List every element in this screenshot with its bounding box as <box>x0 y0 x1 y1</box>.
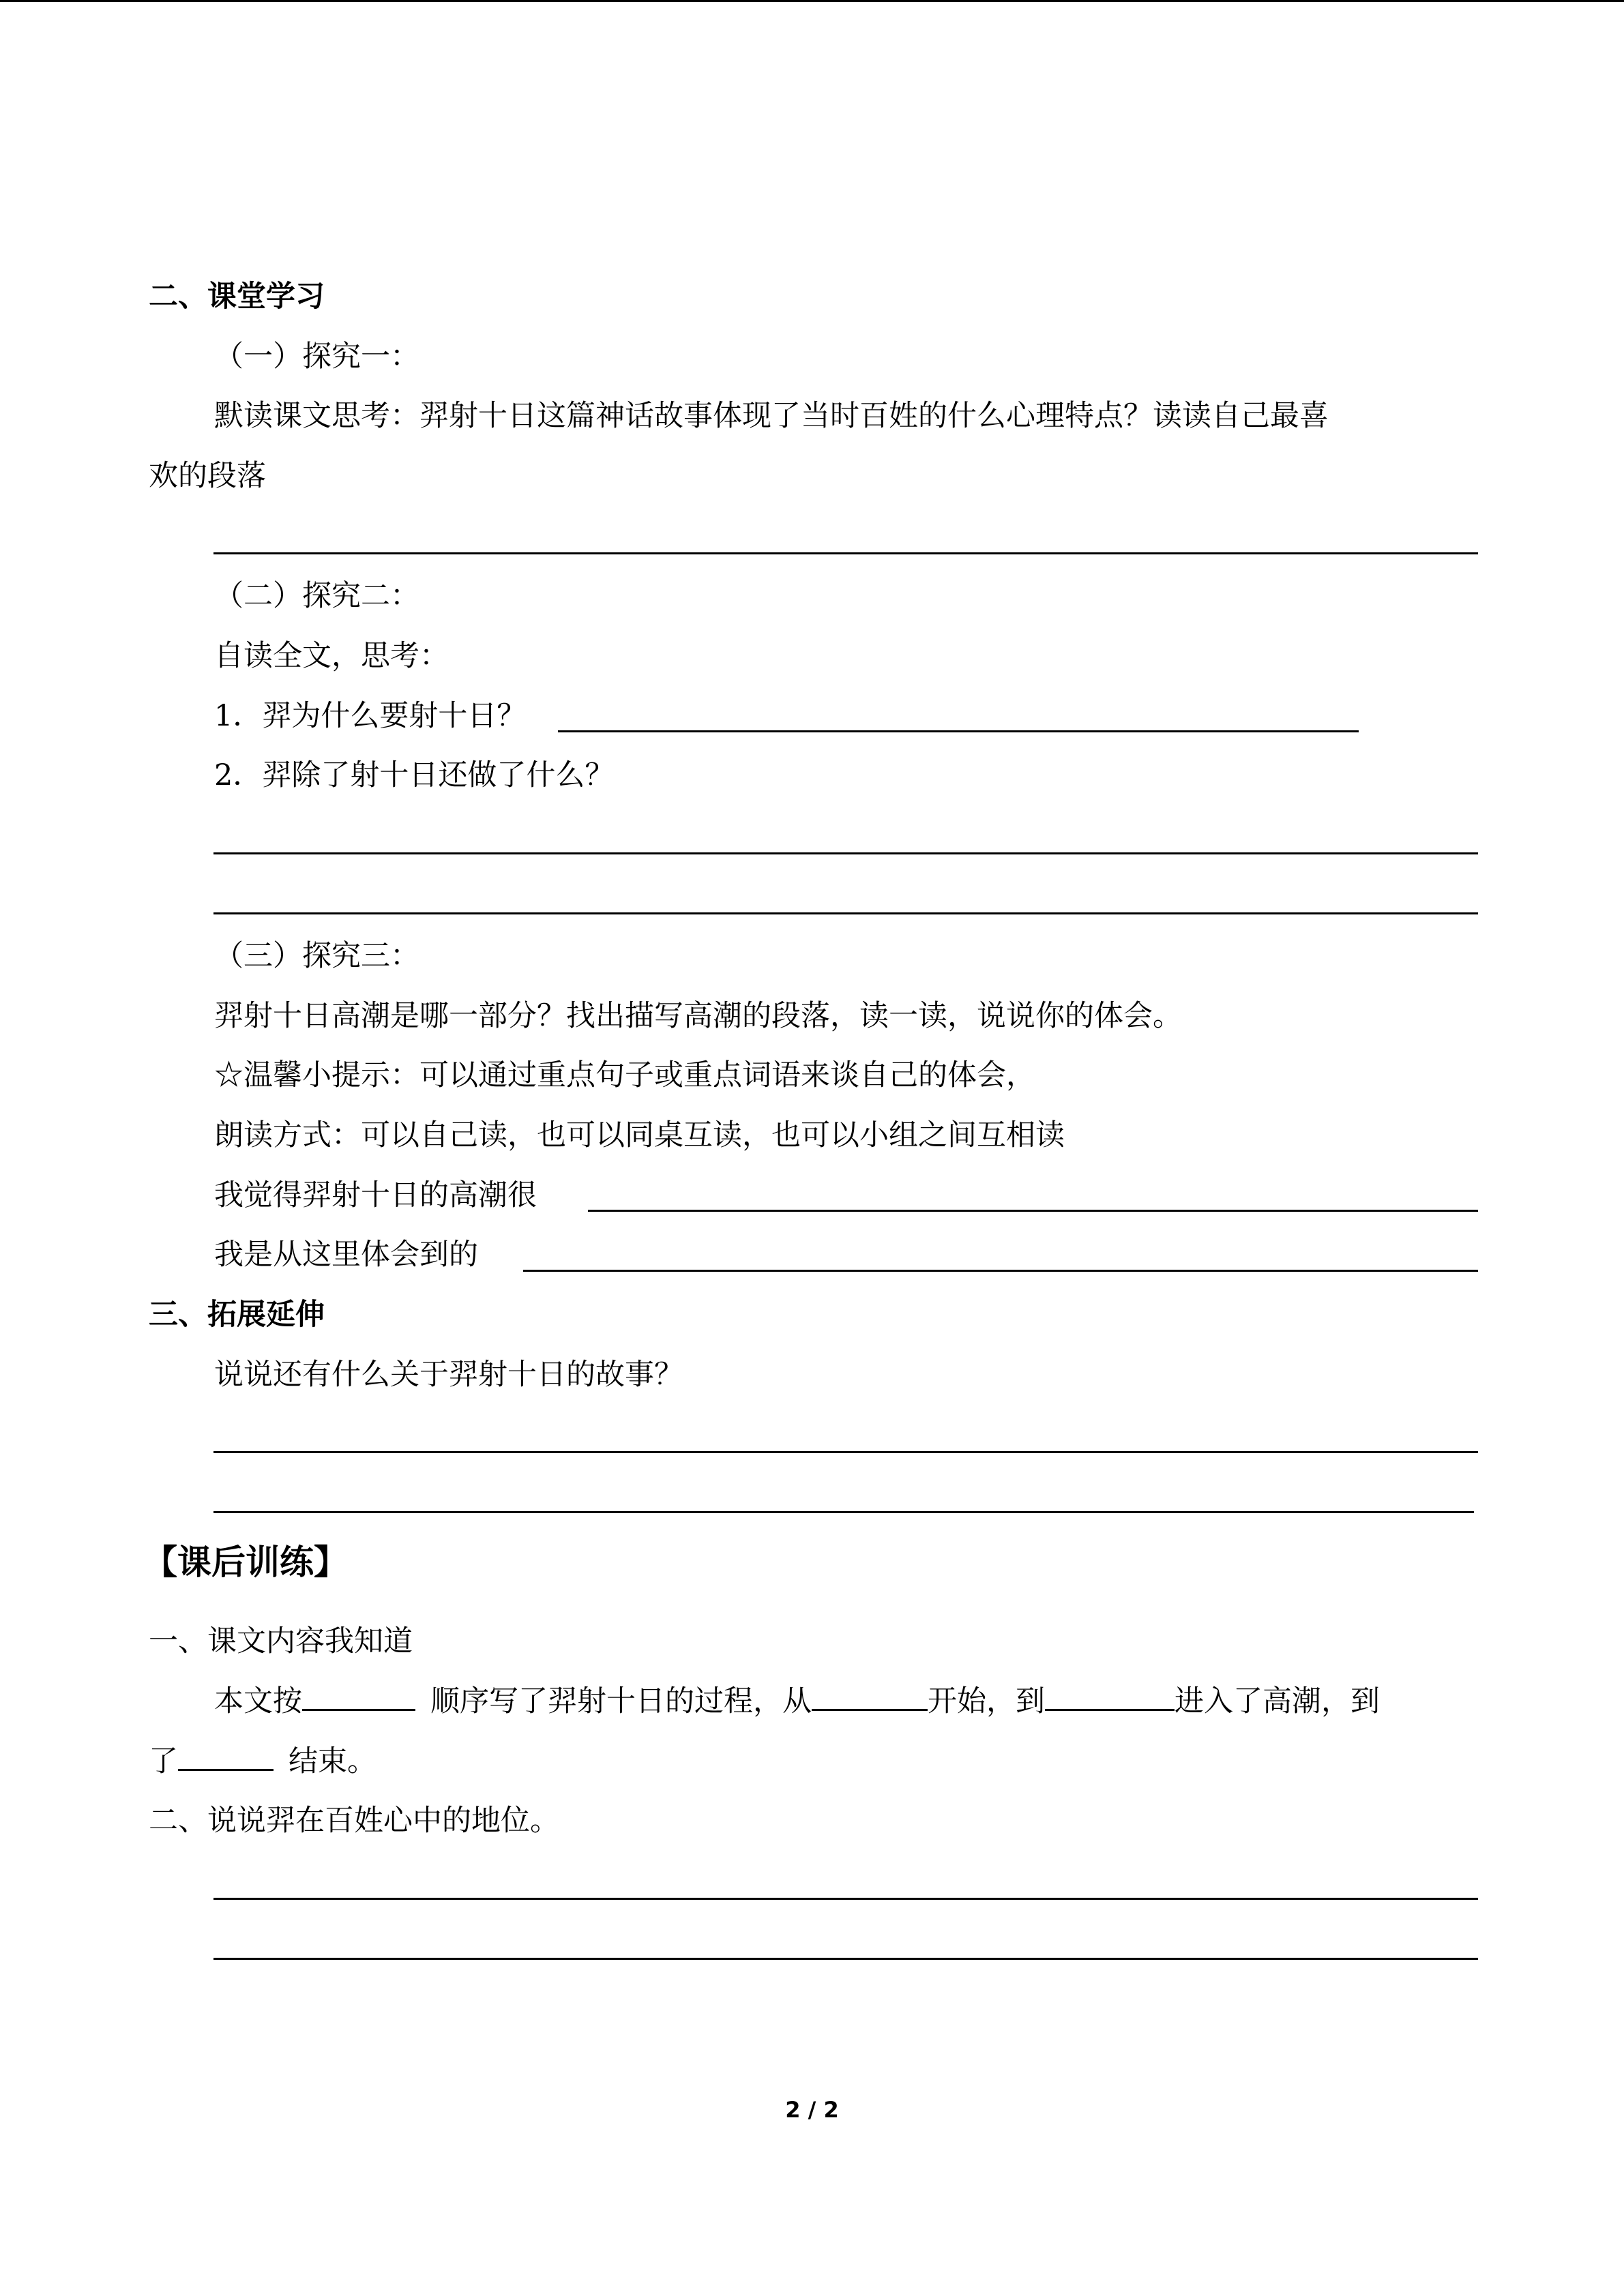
answer-line[interactable] <box>213 1511 1474 1513</box>
top-border <box>0 0 1624 2</box>
after-class-part2-heading: 二、说说羿在百姓心中的地位。 <box>149 1804 559 1838</box>
fill-in-sentence-line2 <box>149 1734 377 1789</box>
fill-text-5: 了 <box>149 1744 178 1778</box>
fill-text-2: 顺序写了羿射十日的过程，从 <box>430 1684 812 1718</box>
explore-2-q1: 1．羿为什么要射十日？ <box>214 699 527 733</box>
answer-line[interactable] <box>213 1898 1478 1900</box>
explore-2-title: （二）探究二： <box>214 579 419 613</box>
explore-3-reading-modes: 朗读方式：可以自己读，也可以同桌互读，也可以小组之间互相读 <box>214 1118 1065 1152</box>
after-class-part1-heading: 一、课文内容我知道 <box>149 1624 413 1658</box>
page-number: 2 / 2 <box>785 2097 839 2123</box>
explore-3-prompt1: 我觉得羿射十日的高潮很 <box>214 1178 537 1212</box>
answer-line[interactable] <box>213 852 1478 854</box>
fill-blank-1[interactable] <box>302 1675 415 1711</box>
explore-3-title: （三）探究三： <box>214 939 419 973</box>
section-heading-extension: 三、拓展延伸 <box>149 1298 325 1332</box>
answer-line[interactable] <box>213 912 1478 914</box>
answer-line[interactable] <box>213 1958 1478 1960</box>
answer-line[interactable] <box>213 1451 1478 1453</box>
extension-question: 说说还有什么关于羿射十日的故事？ <box>214 1358 683 1392</box>
answer-line[interactable] <box>213 552 1478 554</box>
explore-3-prompt2: 我是从这里体会到的 <box>214 1238 478 1272</box>
explore-3-question: 羿射十日高潮是哪一部分？找出描写高潮的段落，读一读，说说你的体会。 <box>214 999 1182 1033</box>
fill-blank-4[interactable] <box>178 1735 274 1771</box>
fill-blank-2[interactable] <box>812 1675 928 1711</box>
fill-text-3: 开始，到 <box>928 1684 1045 1718</box>
explore-2-q2: 2．羿除了射十日还做了什么？ <box>214 758 615 792</box>
explore-1-question-line1: 默读课文思考：羿射十日这篇神话故事体现了当时百姓的什么心理特点？读读自己最喜 <box>214 399 1329 433</box>
answer-line[interactable] <box>523 1270 1478 1272</box>
explore-1-title: （一）探究一： <box>214 340 419 374</box>
explore-2-intro: 自读全文，思考： <box>214 639 449 673</box>
fill-text-6: 结束。 <box>289 1744 377 1778</box>
answer-line[interactable] <box>558 730 1359 732</box>
fill-text-1: 本文按 <box>214 1684 302 1718</box>
explore-1-question-line2: 欢的段落 <box>149 459 266 493</box>
fill-blank-3[interactable] <box>1045 1675 1175 1711</box>
answer-line[interactable] <box>588 1210 1478 1212</box>
explore-3-tip: ☆温馨小提示：可以通过重点句子或重点词语来谈自己的体会， <box>214 1058 1035 1092</box>
section-heading-classroom-study: 二、课堂学习 <box>149 280 325 314</box>
fill-in-sentence-line1 <box>214 1674 1380 1729</box>
after-class-heading: 【课后训练】 <box>143 1542 348 1582</box>
fill-text-4: 进入了高潮，到 <box>1175 1684 1380 1718</box>
